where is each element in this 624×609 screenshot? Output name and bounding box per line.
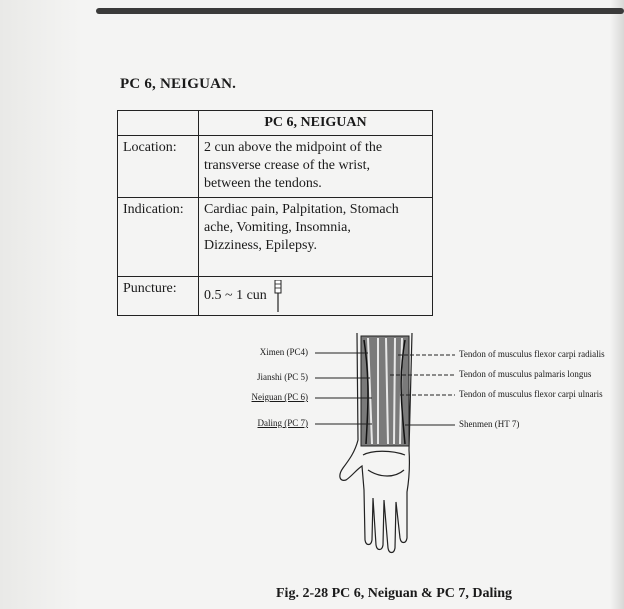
- value-line: transverse crease of the wrist,: [204, 158, 370, 173]
- jianshi-label: Jianshi (PC 5): [256, 372, 308, 382]
- row-key: Puncture:: [118, 277, 199, 316]
- value-line: 2 cun above the midpoint of the: [204, 140, 383, 155]
- value-line: Cardiac pain, Palpitation, Stomach: [204, 202, 399, 217]
- value-line: between the tendons.: [204, 176, 322, 191]
- row-key: Indication:: [118, 198, 199, 277]
- value-line: 0.5 ~ 1 cun: [204, 288, 267, 304]
- flexor-carpi-ulnaris-label: Tendon of musculus flexor carpi ulnaris: [459, 389, 603, 399]
- neiguan-label: Neiguan (PC 6): [251, 392, 308, 402]
- figure-caption: Fig. 2-28 PC 6, Neiguan & PC 7, Daling: [276, 586, 513, 601]
- value-line: ache, Vomiting, Insomnia,: [204, 220, 351, 235]
- ximen-label: Ximen (PC4): [259, 347, 308, 357]
- palmaris-longus-label: Tendon of musculus palmaris longus: [459, 369, 592, 379]
- shenmen-label: Shenmen (HT 7): [459, 419, 520, 429]
- row-key: Location:: [118, 136, 199, 198]
- forearm-anatomy: [361, 336, 409, 446]
- value-line: Dizziness, Epilepsy.: [204, 238, 318, 253]
- page-heading: PC 6, NEIGUAN.: [120, 76, 237, 92]
- flexor-carpi-radialis-label: Tendon of musculus flexor carpi radialis: [459, 349, 605, 359]
- daling-label: Daling (PC 7): [257, 418, 308, 428]
- table-title: PC 6, NEIGUAN: [199, 111, 433, 136]
